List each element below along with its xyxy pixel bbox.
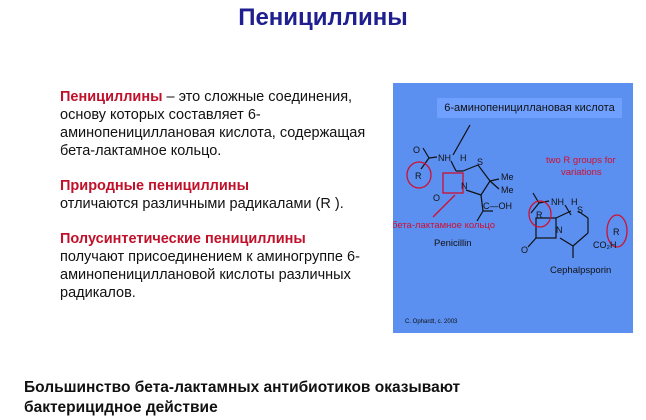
definition: – это сложные соединения, основу которых составляет 6-аминопенициллановая кислота, содержащая бета-лактамное кольцо.: [60, 89, 366, 159]
me-atom: Me: [501, 172, 514, 182]
body-text: [60, 88, 390, 319]
me-atom: Me: [501, 185, 514, 195]
h-atom: H: [571, 197, 578, 207]
nh-atom: NH: [551, 197, 564, 207]
o-atom: O: [413, 145, 421, 155]
term: Пенициллины: [60, 89, 163, 105]
cooh-group: C—OH: [483, 201, 512, 211]
definition: отличаются различными радикалами (R ).: [60, 196, 344, 212]
r-groups-label-2: variations: [561, 167, 602, 178]
conclusion-line-1: Большинство бета-лактамных антибиотиков оказывают: [24, 379, 461, 396]
n-atom: N: [556, 225, 563, 235]
structure-figure: [393, 83, 633, 333]
s-atom: S: [577, 205, 584, 215]
acid-label: 6-аминопенициллановая кислота: [437, 98, 622, 118]
o-atom: O: [433, 193, 441, 203]
h-atom: H: [460, 153, 467, 163]
o-atom: O: [521, 245, 529, 255]
s-atom: S: [477, 157, 484, 167]
r-atom: R: [613, 227, 620, 237]
n-atom: N: [461, 181, 468, 191]
r-atom: R: [415, 171, 422, 181]
conclusion-line-2: бактерицидное действие: [24, 399, 218, 416]
chemical-structures: [393, 83, 633, 333]
paragraph-natural: [60, 177, 390, 213]
credit-text: C. Ophardt, c. 2003: [405, 319, 458, 325]
term: Полусинтетические пенициллины: [60, 231, 306, 247]
r-groups-label: two R groups for: [546, 155, 616, 166]
beta-lactam-ring-label: бета-лактамное кольцо: [393, 220, 496, 231]
cephalosporin-label: Cephalpsporin: [550, 265, 612, 276]
paragraph-semisynthetic: [60, 230, 390, 302]
co2h-group: CO₂H: [593, 240, 617, 250]
conclusion-text: [24, 378, 460, 418]
penicillin-label: Penicillin: [434, 238, 472, 249]
definition: получают присоединением к аминогруппе 6-аминопенициллановой кислоты различных радикалов.: [60, 249, 360, 301]
paragraph-definition: [60, 88, 390, 160]
r-atom: R: [536, 210, 543, 220]
slide-title: Пенициллины: [238, 4, 408, 31]
term: Природные пенициллины: [60, 178, 249, 194]
nh-atom: NH: [438, 153, 451, 163]
